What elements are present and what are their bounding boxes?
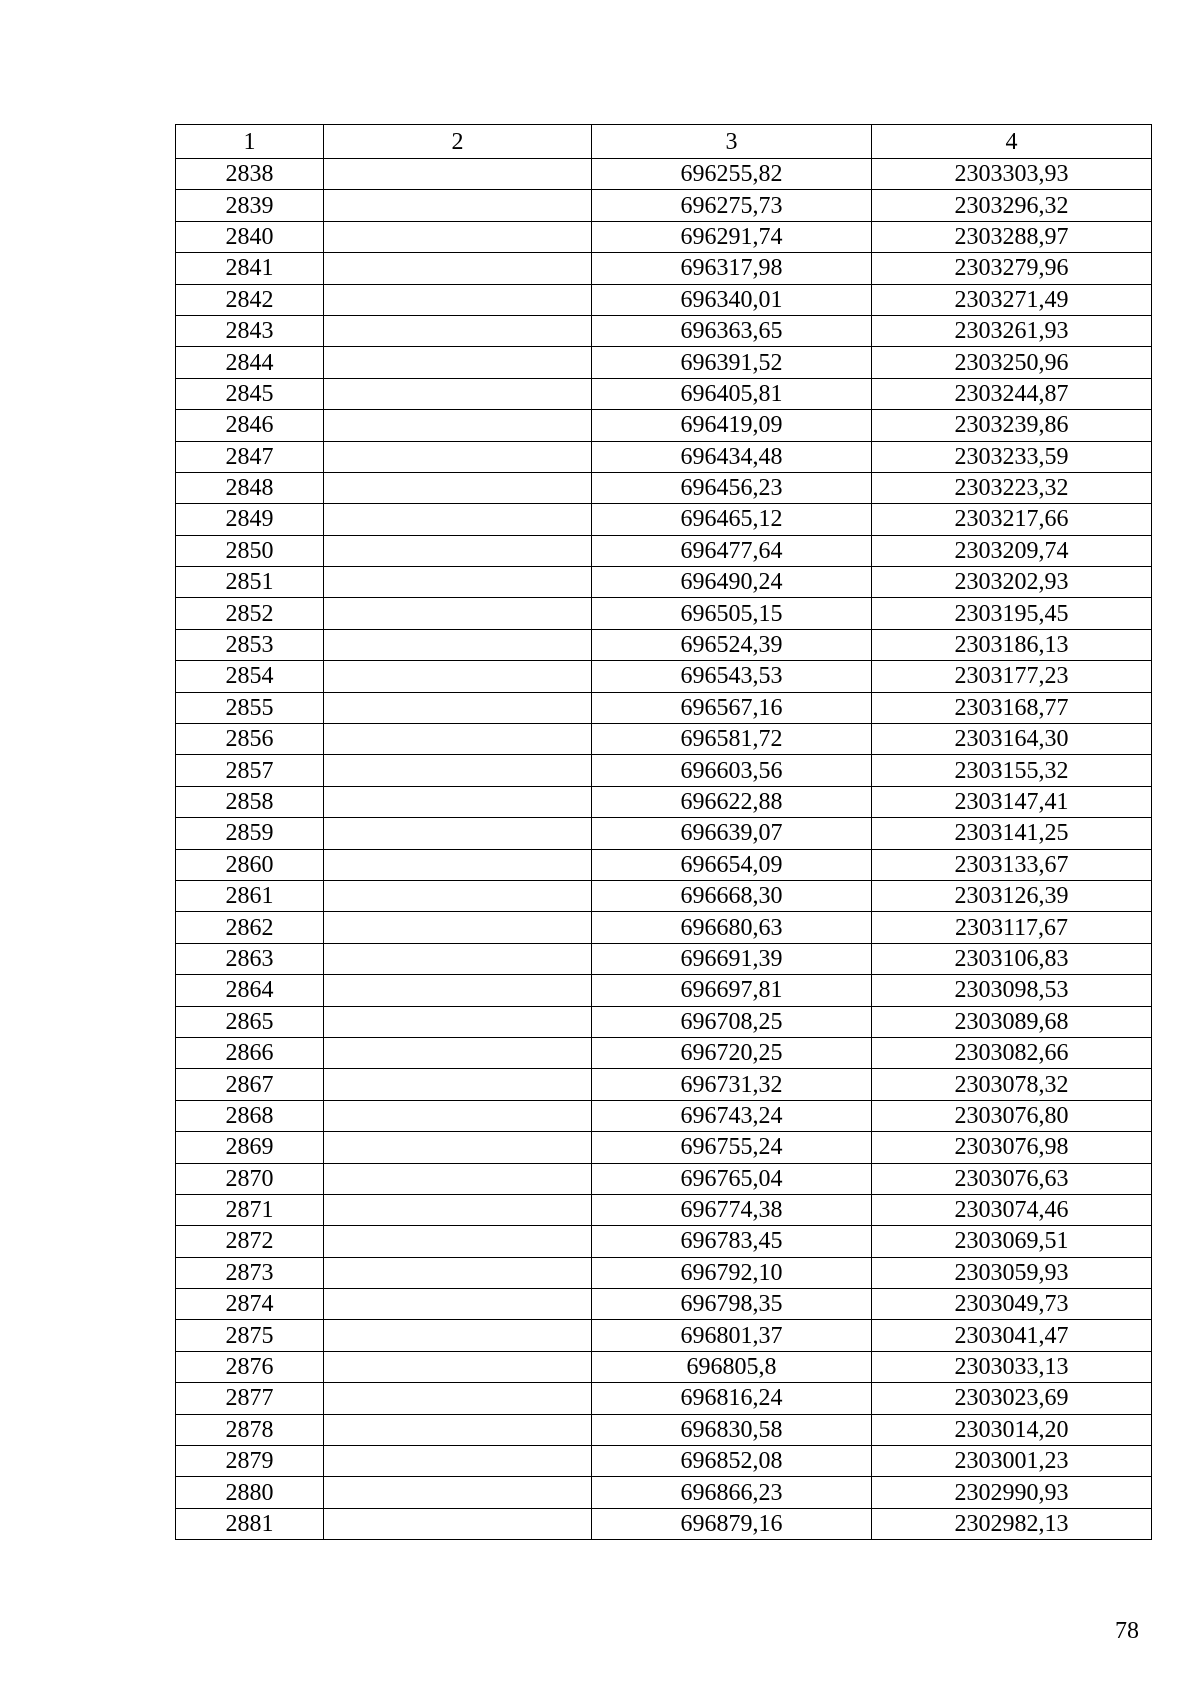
y-coordinate-cell: 2303279,96 — [872, 253, 1152, 284]
x-coordinate-cell: 696743,24 — [592, 1100, 872, 1131]
blank-cell — [324, 943, 592, 974]
x-coordinate-cell: 696830,58 — [592, 1414, 872, 1445]
blank-cell — [324, 1477, 592, 1508]
y-coordinate-cell: 2303126,39 — [872, 880, 1152, 911]
point-number-cell: 2866 — [176, 1037, 324, 1068]
y-coordinate-cell: 2303164,30 — [872, 724, 1152, 755]
y-coordinate-cell: 2303250,96 — [872, 347, 1152, 378]
blank-cell — [324, 1006, 592, 1037]
x-coordinate-cell: 696524,39 — [592, 629, 872, 660]
table-row — [176, 1100, 1152, 1131]
y-coordinate-cell: 2303078,32 — [872, 1069, 1152, 1100]
point-number-cell: 2879 — [176, 1446, 324, 1477]
point-number-cell: 2841 — [176, 253, 324, 284]
blank-cell — [324, 315, 592, 346]
x-coordinate-cell: 696317,98 — [592, 253, 872, 284]
blank-cell — [324, 190, 592, 221]
y-coordinate-cell: 2303261,93 — [872, 315, 1152, 346]
y-coordinate-cell: 2303117,67 — [872, 912, 1152, 943]
y-coordinate-cell: 2303168,77 — [872, 692, 1152, 723]
x-coordinate-cell: 696792,10 — [592, 1257, 872, 1288]
table-row — [176, 1477, 1152, 1508]
blank-cell — [324, 410, 592, 441]
blank-cell — [324, 661, 592, 692]
point-number-cell: 2881 — [176, 1508, 324, 1539]
y-coordinate-cell: 2303074,46 — [872, 1194, 1152, 1225]
point-number-cell: 2873 — [176, 1257, 324, 1288]
y-coordinate-cell: 2303059,93 — [872, 1257, 1152, 1288]
table-row — [176, 347, 1152, 378]
point-number-cell: 2880 — [176, 1477, 324, 1508]
blank-cell — [324, 378, 592, 409]
table-body — [176, 159, 1152, 1540]
x-coordinate-cell: 696581,72 — [592, 724, 872, 755]
y-coordinate-cell: 2303223,32 — [872, 472, 1152, 503]
table-row — [176, 975, 1152, 1006]
blank-cell — [324, 629, 592, 660]
y-coordinate-cell: 2303049,73 — [872, 1289, 1152, 1320]
x-coordinate-cell: 696477,64 — [592, 535, 872, 566]
x-coordinate-cell: 696755,24 — [592, 1132, 872, 1163]
blank-cell — [324, 786, 592, 817]
coordinates-table — [175, 124, 1152, 1540]
y-coordinate-cell: 2303233,59 — [872, 441, 1152, 472]
table-row — [176, 755, 1152, 786]
x-coordinate-cell: 696805,8 — [592, 1351, 872, 1382]
point-number-cell: 2858 — [176, 786, 324, 817]
table-row — [176, 724, 1152, 755]
table-row — [176, 1351, 1152, 1382]
blank-cell — [324, 849, 592, 880]
blank-cell — [324, 1132, 592, 1163]
blank-cell — [324, 1414, 592, 1445]
x-coordinate-cell: 696731,32 — [592, 1069, 872, 1100]
x-coordinate-cell: 696543,53 — [592, 661, 872, 692]
y-coordinate-cell: 2303041,47 — [872, 1320, 1152, 1351]
y-coordinate-cell: 2303076,80 — [872, 1100, 1152, 1131]
table-row — [176, 1069, 1152, 1100]
point-number-cell: 2844 — [176, 347, 324, 378]
point-number-cell: 2865 — [176, 1006, 324, 1037]
y-coordinate-cell: 2303106,83 — [872, 943, 1152, 974]
blank-cell — [324, 1194, 592, 1225]
x-coordinate-cell: 696774,38 — [592, 1194, 872, 1225]
table-row — [176, 159, 1152, 190]
blank-cell — [324, 1351, 592, 1382]
table-row — [176, 943, 1152, 974]
table-row — [176, 786, 1152, 817]
x-coordinate-cell: 696801,37 — [592, 1320, 872, 1351]
point-number-cell: 2838 — [176, 159, 324, 190]
y-coordinate-cell: 2303209,74 — [872, 535, 1152, 566]
point-number-cell: 2867 — [176, 1069, 324, 1100]
x-coordinate-cell: 696434,48 — [592, 441, 872, 472]
table-row — [176, 535, 1152, 566]
table-row — [176, 1132, 1152, 1163]
y-coordinate-cell: 2303082,66 — [872, 1037, 1152, 1068]
table-row — [176, 1320, 1152, 1351]
point-number-cell: 2845 — [176, 378, 324, 409]
point-number-cell: 2877 — [176, 1383, 324, 1414]
page-number: 78 — [1115, 1618, 1139, 1644]
x-coordinate-cell: 696654,09 — [592, 849, 872, 880]
y-coordinate-cell: 2303023,69 — [872, 1383, 1152, 1414]
y-coordinate-cell: 2303076,98 — [872, 1132, 1152, 1163]
blank-cell — [324, 472, 592, 503]
y-coordinate-cell: 2303177,23 — [872, 661, 1152, 692]
blank-cell — [324, 159, 592, 190]
point-number-cell: 2876 — [176, 1351, 324, 1382]
y-coordinate-cell: 2303303,93 — [872, 159, 1152, 190]
blank-cell — [324, 755, 592, 786]
point-number-cell: 2851 — [176, 567, 324, 598]
y-coordinate-cell: 2302982,13 — [872, 1508, 1152, 1539]
y-coordinate-cell: 2303202,93 — [872, 567, 1152, 598]
point-number-cell: 2878 — [176, 1414, 324, 1445]
x-coordinate-cell: 696363,65 — [592, 315, 872, 346]
x-coordinate-cell: 696419,09 — [592, 410, 872, 441]
table-row — [176, 661, 1152, 692]
blank-cell — [324, 504, 592, 535]
blank-cell — [324, 284, 592, 315]
table-row — [176, 1289, 1152, 1320]
point-number-cell: 2860 — [176, 849, 324, 880]
x-coordinate-cell: 696668,30 — [592, 880, 872, 911]
blank-cell — [324, 221, 592, 252]
blank-cell — [324, 347, 592, 378]
point-number-cell: 2870 — [176, 1163, 324, 1194]
y-coordinate-cell: 2303147,41 — [872, 786, 1152, 817]
blank-cell — [324, 880, 592, 911]
point-number-cell: 2840 — [176, 221, 324, 252]
x-coordinate-cell: 696639,07 — [592, 818, 872, 849]
table-row — [176, 1006, 1152, 1037]
table-row — [176, 1194, 1152, 1225]
x-coordinate-cell: 696852,08 — [592, 1446, 872, 1477]
point-number-cell: 2869 — [176, 1132, 324, 1163]
x-coordinate-cell: 696697,81 — [592, 975, 872, 1006]
table-row — [176, 1037, 1152, 1068]
blank-cell — [324, 975, 592, 1006]
y-coordinate-cell: 2303089,68 — [872, 1006, 1152, 1037]
blank-cell — [324, 1069, 592, 1100]
x-coordinate-cell: 696816,24 — [592, 1383, 872, 1414]
y-coordinate-cell: 2302990,93 — [872, 1477, 1152, 1508]
point-number-cell: 2864 — [176, 975, 324, 1006]
x-coordinate-cell: 696708,25 — [592, 1006, 872, 1037]
table-row — [176, 1257, 1152, 1288]
table-row — [176, 567, 1152, 598]
table-row — [176, 472, 1152, 503]
y-coordinate-cell: 2303195,45 — [872, 598, 1152, 629]
point-number-cell: 2856 — [176, 724, 324, 755]
point-number-cell: 2874 — [176, 1289, 324, 1320]
table-row — [176, 1226, 1152, 1257]
column-header-4: 4 — [872, 125, 1152, 159]
blank-cell — [324, 441, 592, 472]
x-coordinate-cell: 696291,74 — [592, 221, 872, 252]
table-row — [176, 253, 1152, 284]
y-coordinate-cell: 2303186,13 — [872, 629, 1152, 660]
point-number-cell: 2849 — [176, 504, 324, 535]
point-number-cell: 2875 — [176, 1320, 324, 1351]
table-row — [176, 818, 1152, 849]
y-coordinate-cell: 2303098,53 — [872, 975, 1152, 1006]
table-row — [176, 221, 1152, 252]
table-row — [176, 880, 1152, 911]
x-coordinate-cell: 696691,39 — [592, 943, 872, 974]
table-header — [176, 125, 1152, 159]
table-row — [176, 912, 1152, 943]
y-coordinate-cell: 2303288,97 — [872, 221, 1152, 252]
point-number-cell: 2862 — [176, 912, 324, 943]
y-coordinate-cell: 2303076,63 — [872, 1163, 1152, 1194]
x-coordinate-cell: 696255,82 — [592, 159, 872, 190]
y-coordinate-cell: 2303271,49 — [872, 284, 1152, 315]
x-coordinate-cell: 696765,04 — [592, 1163, 872, 1194]
blank-cell — [324, 598, 592, 629]
column-header-2: 2 — [324, 125, 592, 159]
point-number-cell: 2854 — [176, 661, 324, 692]
x-coordinate-cell: 696866,23 — [592, 1477, 872, 1508]
table-row — [176, 378, 1152, 409]
blank-cell — [324, 1446, 592, 1477]
blank-cell — [324, 1289, 592, 1320]
table-row — [176, 629, 1152, 660]
table-row — [176, 504, 1152, 535]
x-coordinate-cell: 696340,01 — [592, 284, 872, 315]
point-number-cell: 2850 — [176, 535, 324, 566]
point-number-cell: 2848 — [176, 472, 324, 503]
y-coordinate-cell: 2303014,20 — [872, 1414, 1152, 1445]
point-number-cell: 2871 — [176, 1194, 324, 1225]
blank-cell — [324, 724, 592, 755]
x-coordinate-cell: 696680,63 — [592, 912, 872, 943]
point-number-cell: 2859 — [176, 818, 324, 849]
blank-cell — [324, 818, 592, 849]
blank-cell — [324, 1383, 592, 1414]
x-coordinate-cell: 696879,16 — [592, 1508, 872, 1539]
x-coordinate-cell: 696275,73 — [592, 190, 872, 221]
blank-cell — [324, 1320, 592, 1351]
y-coordinate-cell: 2303217,66 — [872, 504, 1152, 535]
table-row — [176, 1383, 1152, 1414]
point-number-cell: 2843 — [176, 315, 324, 346]
x-coordinate-cell: 696391,52 — [592, 347, 872, 378]
blank-cell — [324, 1508, 592, 1539]
table-row — [176, 284, 1152, 315]
blank-cell — [324, 1100, 592, 1131]
x-coordinate-cell: 696720,25 — [592, 1037, 872, 1068]
x-coordinate-cell: 696783,45 — [592, 1226, 872, 1257]
blank-cell — [324, 567, 592, 598]
table-row — [176, 1446, 1152, 1477]
x-coordinate-cell: 696622,88 — [592, 786, 872, 817]
point-number-cell: 2853 — [176, 629, 324, 660]
y-coordinate-cell: 2303033,13 — [872, 1351, 1152, 1382]
y-coordinate-cell: 2303244,87 — [872, 378, 1152, 409]
column-header-3: 3 — [592, 125, 872, 159]
x-coordinate-cell: 696456,23 — [592, 472, 872, 503]
point-number-cell: 2842 — [176, 284, 324, 315]
x-coordinate-cell: 696603,56 — [592, 755, 872, 786]
point-number-cell: 2855 — [176, 692, 324, 723]
x-coordinate-cell: 696405,81 — [592, 378, 872, 409]
y-coordinate-cell: 2303296,32 — [872, 190, 1152, 221]
point-number-cell: 2839 — [176, 190, 324, 221]
y-coordinate-cell: 2303239,86 — [872, 410, 1152, 441]
y-coordinate-cell: 2303001,23 — [872, 1446, 1152, 1477]
table-row — [176, 315, 1152, 346]
blank-cell — [324, 1037, 592, 1068]
point-number-cell: 2852 — [176, 598, 324, 629]
table-row — [176, 1508, 1152, 1539]
blank-cell — [324, 912, 592, 943]
blank-cell — [324, 1163, 592, 1194]
table-row — [176, 1163, 1152, 1194]
y-coordinate-cell: 2303141,25 — [872, 818, 1152, 849]
table-row — [176, 849, 1152, 880]
table-row — [176, 692, 1152, 723]
table-row — [176, 190, 1152, 221]
table-row — [176, 441, 1152, 472]
table-row — [176, 598, 1152, 629]
y-coordinate-cell: 2303069,51 — [872, 1226, 1152, 1257]
point-number-cell: 2863 — [176, 943, 324, 974]
blank-cell — [324, 1226, 592, 1257]
table-row — [176, 1414, 1152, 1445]
blank-cell — [324, 253, 592, 284]
point-number-cell: 2868 — [176, 1100, 324, 1131]
point-number-cell: 2846 — [176, 410, 324, 441]
column-header-1: 1 — [176, 125, 324, 159]
y-coordinate-cell: 2303155,32 — [872, 755, 1152, 786]
point-number-cell: 2847 — [176, 441, 324, 472]
point-number-cell: 2872 — [176, 1226, 324, 1257]
x-coordinate-cell: 696490,24 — [592, 567, 872, 598]
point-number-cell: 2861 — [176, 880, 324, 911]
point-number-cell: 2857 — [176, 755, 324, 786]
x-coordinate-cell: 696567,16 — [592, 692, 872, 723]
header-row — [176, 125, 1152, 159]
x-coordinate-cell: 696798,35 — [592, 1289, 872, 1320]
x-coordinate-cell: 696505,15 — [592, 598, 872, 629]
blank-cell — [324, 535, 592, 566]
blank-cell — [324, 692, 592, 723]
table-row — [176, 410, 1152, 441]
blank-cell — [324, 1257, 592, 1288]
x-coordinate-cell: 696465,12 — [592, 504, 872, 535]
y-coordinate-cell: 2303133,67 — [872, 849, 1152, 880]
